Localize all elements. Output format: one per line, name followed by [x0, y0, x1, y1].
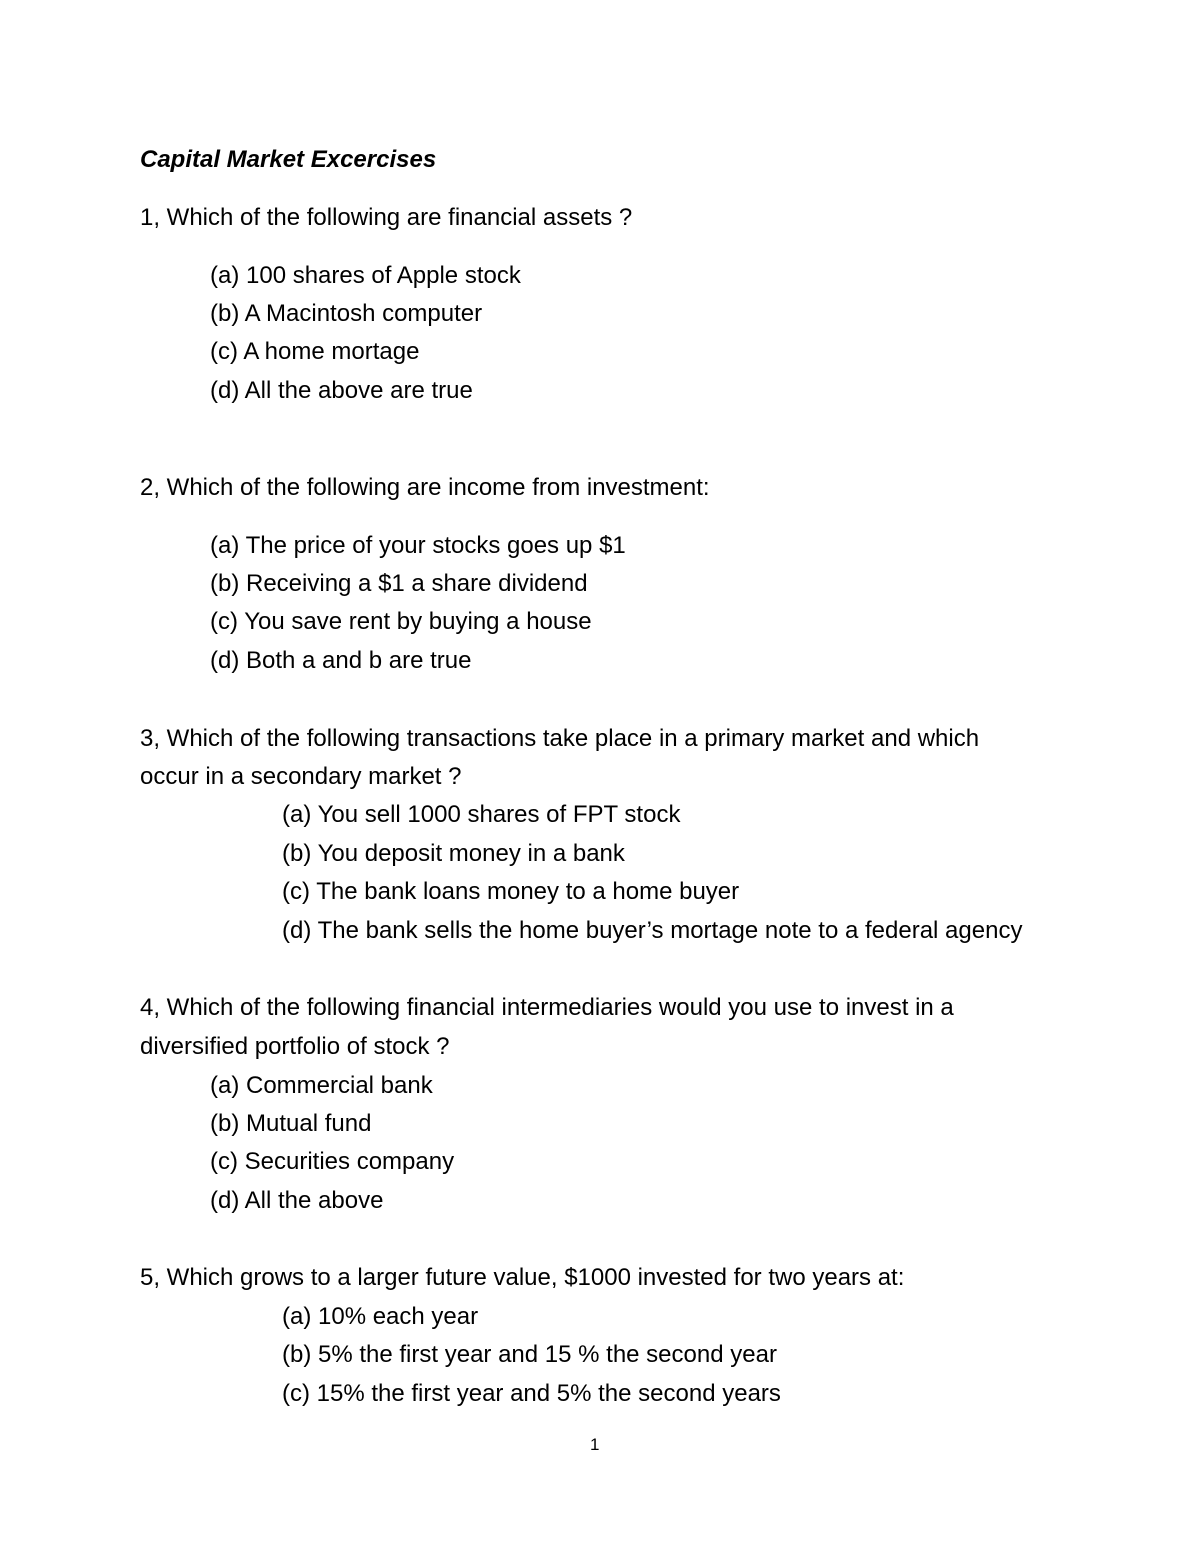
- question-3-prompt-line-1: 3, Which of the following transactions take place in a primary market and which: [140, 725, 980, 752]
- question-5-option-a: (a) 10% each year: [282, 1303, 479, 1330]
- question-2-option-a: (a) The price of your stocks goes up $1: [210, 532, 626, 559]
- question-2-option-c: (c) You save rent by buying a house: [210, 608, 592, 635]
- question-4-prompt-line-1: 4, Which of the following financial intermediaries would you use to invest in a: [140, 994, 954, 1021]
- page-number: 1: [590, 1435, 600, 1454]
- question-2-option-b: (b) Receiving a $1 a share dividend: [210, 570, 588, 597]
- question-1-option-a: (a) 100 shares of Apple stock: [210, 262, 521, 289]
- question-1-option-c: (c) A home mortage: [210, 338, 420, 365]
- question-5-prompt: 5, Which grows to a larger future value, $1000 invested for two years at:: [140, 1264, 905, 1291]
- question-5-option-c: (c) 15% the first year and 5% the second years: [282, 1380, 781, 1407]
- question-1-prompt: 1, Which of the following are financial assets ?: [140, 204, 633, 231]
- question-4-option-c: (c) Securities company: [210, 1148, 455, 1175]
- question-2-option-d: (d) Both a and b are true: [210, 647, 472, 674]
- question-4-option-d: (d) All the above: [210, 1187, 384, 1214]
- question-4-prompt-line-2: diversified portfolio of stock ?: [140, 1033, 450, 1060]
- question-1-option-d: (d) All the above are true: [210, 377, 473, 404]
- question-3-option-d: (d) The bank sells the home buyer’s mortage note to a federal agency: [282, 917, 1023, 944]
- document-title: Capital Market Excercises: [140, 146, 437, 173]
- question-4-option-a: (a) Commercial bank: [210, 1072, 433, 1099]
- question-4-option-b: (b) Mutual fund: [210, 1110, 372, 1137]
- question-5-option-b: (b) 5% the first year and 15 % the second year: [282, 1341, 777, 1368]
- question-2-prompt: 2, Which of the following are income from investment:: [140, 474, 710, 501]
- question-3-prompt-line-2: occur in a secondary market ?: [140, 763, 462, 790]
- question-3-option-b: (b) You deposit money in a bank: [282, 840, 625, 867]
- question-1-option-b: (b) A Macintosh computer: [210, 300, 483, 327]
- question-3-option-a: (a) You sell 1000 shares of FPT stock: [282, 801, 681, 828]
- question-3-option-c: (c) The bank loans money to a home buyer: [282, 878, 740, 905]
